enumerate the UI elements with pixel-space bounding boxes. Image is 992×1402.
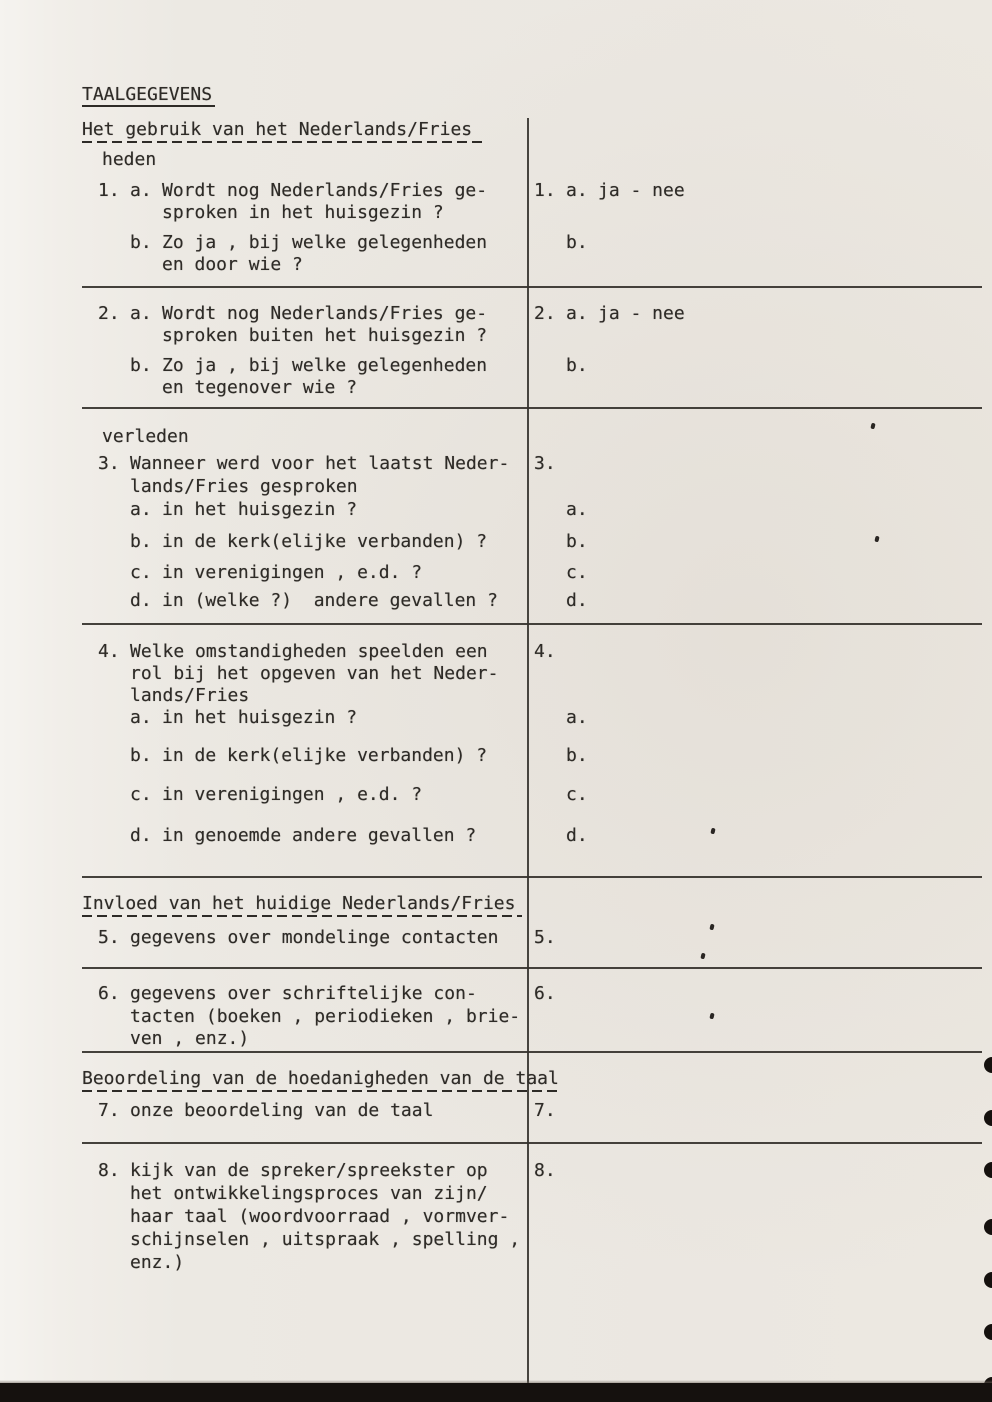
question-4b-text: in de kerk(elijke verbanden) ?	[162, 745, 488, 766]
answer-4c-label: c.	[566, 784, 588, 805]
ink-speck	[700, 953, 705, 960]
question-2b-line1	[130, 355, 487, 377]
divider-rule-1	[82, 286, 982, 288]
answer-2b-label: b.	[566, 355, 588, 376]
question-6-line3: ven , enz.)	[130, 1028, 250, 1049]
question-3-item-d	[130, 590, 498, 612]
question-4b-label: b.	[130, 745, 152, 766]
question-4-intro2: rol bij het opgeven van het Neder-	[130, 663, 499, 684]
question-4c-text: in verenigingen , e.d. ?	[162, 784, 423, 805]
answer-3c-label: c.	[566, 562, 588, 583]
question-2a-text: Wordt nog Nederlands/Fries ge-	[162, 303, 488, 324]
section-heading-beoordeling: Beoordeling van de hoedanigheden van de taal	[82, 1068, 559, 1089]
binding-notch	[984, 1324, 992, 1340]
question-7-text: onze beoordeling van de taal	[130, 1100, 434, 1121]
question-3c-text: in verenigingen , e.d. ?	[162, 562, 423, 583]
question-3c-label: c.	[130, 562, 152, 583]
question-4d-text: in genoemde andere gevallen ?	[162, 825, 477, 846]
question-4-line1	[98, 641, 488, 663]
question-4-item-b	[130, 745, 487, 767]
question-4d-label: d.	[130, 825, 152, 846]
question-7-line1	[98, 1100, 433, 1122]
question-6-line1	[98, 983, 477, 1005]
answer-3b-label: b.	[566, 531, 588, 552]
question-6-text1: gegevens over schriftelijke con-	[130, 983, 477, 1004]
question-2-number: 2.	[98, 303, 120, 324]
question-1a-line1	[98, 180, 487, 202]
question-5-line1	[98, 927, 498, 949]
question-4c-label: c.	[130, 784, 152, 805]
answer-1a-value: ja - nee	[598, 180, 685, 201]
question-1a-text: Wordt nog Nederlands/Fries ge-	[162, 180, 488, 201]
question-5-text: gegevens over mondelinge contacten	[130, 927, 499, 948]
question-4-intro1: Welke omstandigheden speelden een	[130, 641, 488, 662]
question-6-number: 6.	[98, 983, 120, 1004]
answer-4a-label: a.	[566, 707, 588, 728]
question-3-item-c	[130, 562, 422, 584]
form-title: TAALGEGEVENS	[82, 84, 213, 105]
answer-1-number: 1.	[534, 180, 556, 201]
question-1b-text: Zo ja , bij welke gelegenheden	[162, 232, 488, 253]
subsection-verleden: verleden	[102, 426, 189, 447]
question-8-line3: haar taal (woordvoorraad , vormver-	[130, 1206, 510, 1227]
answer-1a-label: a.	[566, 180, 588, 201]
question-4-intro3: lands/Fries	[130, 685, 250, 706]
section-heading-invloed-underline	[82, 915, 522, 917]
answer-2a	[534, 303, 685, 325]
question-3-intro1: Wanneer werd voor het laatst Neder-	[130, 453, 510, 474]
binding-notch	[984, 1110, 992, 1126]
question-8-line2: het ontwikkelingsproces van zijn/	[130, 1183, 488, 1204]
divider-rule-2	[82, 407, 982, 409]
question-4-item-a	[130, 707, 357, 729]
question-1-number: 1.	[98, 180, 120, 201]
section-heading-gebruik: Het gebruik van het Nederlands/Fries	[82, 119, 473, 140]
answer-2a-label: a.	[566, 303, 588, 324]
ink-speck	[710, 828, 715, 835]
question-8-line5: enz.)	[130, 1252, 185, 1273]
question-8-text1: kijk van de spreker/spreekster op	[130, 1160, 488, 1181]
answer-5-number: 5.	[534, 927, 556, 948]
answer-8-number: 8.	[534, 1160, 556, 1181]
question-1b-line2: en door wie ?	[162, 254, 303, 275]
question-2b-text: Zo ja , bij welke gelegenheden	[162, 355, 488, 376]
question-2a-label: a.	[130, 303, 152, 324]
section-heading-beoordeling-underline	[82, 1090, 562, 1092]
question-4-number: 4.	[98, 641, 120, 662]
answer-1a	[534, 180, 685, 202]
ink-speck	[709, 924, 714, 931]
question-8-number: 8.	[98, 1160, 120, 1181]
question-7-number: 7.	[98, 1100, 120, 1121]
question-2b-line2: en tegenover wie ?	[162, 377, 358, 398]
ink-speck	[870, 423, 875, 430]
answer-4-number: 4.	[534, 641, 556, 662]
answer-3a-label: a.	[566, 499, 588, 520]
divider-rule-4	[82, 876, 982, 878]
question-3d-text: in (welke ?) andere gevallen ?	[162, 590, 498, 611]
binding-notch	[984, 1219, 992, 1235]
answer-2a-value: ja - nee	[598, 303, 685, 324]
section-heading-invloed: Invloed van het huidige Nederlands/Fries	[82, 893, 516, 914]
subsection-heden: heden	[102, 149, 157, 170]
question-3-number: 3.	[98, 453, 120, 474]
question-3-line1	[98, 453, 509, 475]
question-5-number: 5.	[98, 927, 120, 948]
question-6-line2: tacten (boeken , periodieken , brie-	[130, 1006, 521, 1027]
binding-notch	[984, 1057, 992, 1073]
question-4a-label: a.	[130, 707, 152, 728]
question-3-item-b	[130, 531, 487, 553]
answer-3-number: 3.	[534, 453, 556, 474]
divider-rule-5	[82, 967, 982, 969]
ink-speck	[709, 1013, 714, 1020]
question-8-line4: schijnselen , uitspraak , spelling ,	[130, 1229, 521, 1250]
question-1a-line2: sproken in het huisgezin ?	[162, 202, 444, 223]
answer-2-number: 2.	[534, 303, 556, 324]
question-3a-label: a.	[130, 499, 152, 520]
answer-4d-label: d.	[566, 825, 588, 846]
question-1b-label: b.	[130, 232, 152, 253]
question-4-item-d	[130, 825, 476, 847]
divider-rule-6	[82, 1051, 982, 1053]
question-3b-text: in de kerk(elijke verbanden) ?	[162, 531, 488, 552]
scan-edge-bottom	[0, 1383, 992, 1402]
question-2a-line1	[98, 303, 487, 325]
question-1a-label: a.	[130, 180, 152, 201]
binding-notch	[984, 1272, 992, 1288]
question-3-item-a	[130, 499, 357, 521]
question-1b-line1	[130, 232, 487, 254]
column-divider	[527, 118, 529, 1386]
divider-rule-3	[82, 623, 982, 625]
section-heading-gebruik-underline	[82, 141, 482, 143]
answer-1b-label: b.	[566, 232, 588, 253]
answer-7-number: 7.	[534, 1100, 556, 1121]
question-8-line1	[98, 1160, 488, 1182]
answer-3d-label: d.	[566, 590, 588, 611]
binding-notch	[984, 1162, 992, 1178]
answer-4b-label: b.	[566, 745, 588, 766]
question-3d-label: d.	[130, 590, 152, 611]
answer-6-number: 6.	[534, 983, 556, 1004]
divider-rule-7	[82, 1142, 982, 1144]
question-3b-label: b.	[130, 531, 152, 552]
question-4-item-c	[130, 784, 422, 806]
question-3a-text: in het huisgezin ?	[162, 499, 358, 520]
ink-speck	[874, 536, 879, 543]
question-2b-label: b.	[130, 355, 152, 376]
question-2a-line2: sproken buiten het huisgezin ?	[162, 325, 488, 346]
question-3-intro2: lands/Fries gesproken	[130, 476, 358, 497]
title-underline	[82, 105, 215, 107]
question-4a-text: in het huisgezin ?	[162, 707, 358, 728]
